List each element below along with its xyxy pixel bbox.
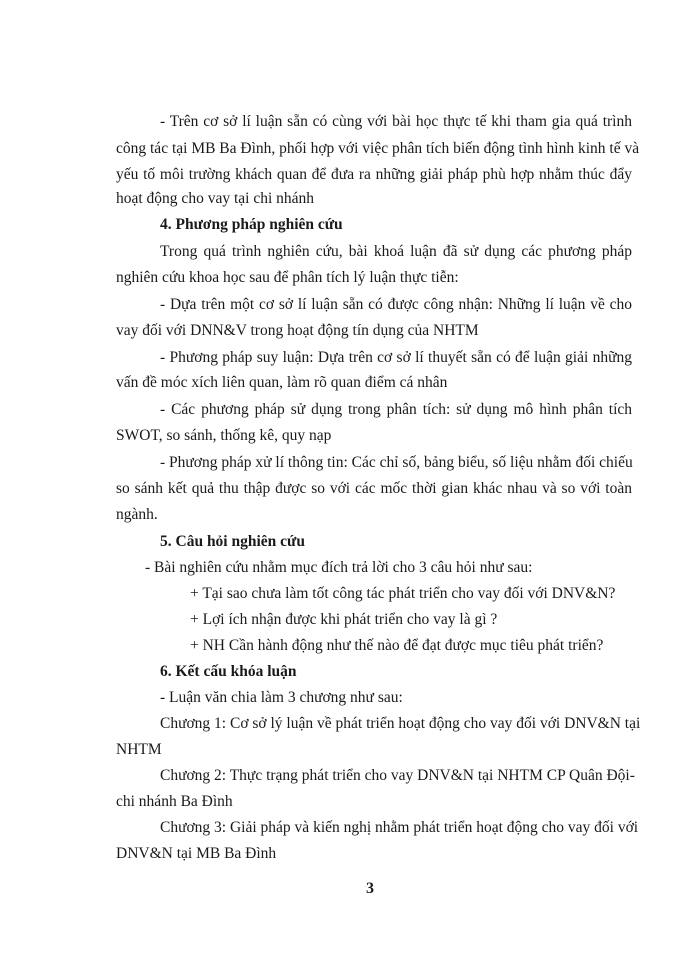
paragraph-line: Chương 1: Cơ sở lý luận về phát triển hoạt động cho vay đối với DNV&N tại — [160, 715, 641, 732]
paragraph-line: Chương 3: Giải pháp và kiến nghị nhằm phát triển hoạt động cho vay đối với — [160, 819, 639, 836]
page-number: 3 — [366, 880, 374, 897]
research-question: + Tại sao chưa làm tốt công tác phát triển cho vay đối với DNV&N? — [190, 585, 616, 602]
paragraph-line: Trong quá trình nghiên cứu, bài khoá luận đã sử dụng các phương pháp — [160, 243, 632, 260]
paragraph-line: nghiên cứu khoa học sau để phân tích lý luận thực tiễn: — [116, 269, 459, 286]
paragraph-line: ngành. — [116, 506, 158, 523]
paragraph-line: - Bài nghiên cứu nhằm mục đích trả lời cho 3 câu hỏi như sau: — [145, 559, 533, 576]
section-heading-4: 4. Phương pháp nghiên cứu — [160, 216, 343, 233]
paragraph-line: SWOT, so sánh, thống kê, quy nạp — [116, 427, 332, 444]
paragraph-line: so sánh kết quả thu thập được so với các mốc thời gian khác nhau và so với toàn — [116, 480, 632, 497]
paragraph-line: Chương 2: Thực trạng phát triển cho vay DNV&N tại NHTM CP Quân Đội- — [160, 767, 635, 784]
research-question: + Lợi ích nhận được khi phát triển cho vay là gì ? — [190, 611, 498, 628]
paragraph-line: - Phương pháp suy luận: Dựa trên cơ sở lí thuyết sẵn có để luận giải những — [160, 349, 632, 366]
paragraph-line: DNV&N tại MB Ba Đình — [116, 845, 277, 862]
research-question: + NH Cần hành động như thế nào để đạt được mục tiêu phát triển? — [190, 637, 604, 654]
paragraph-line: công tác tại MB Ba Đình, phối hợp với việc phân tích biến động tình hình kinh tế và — [116, 140, 640, 157]
paragraph-line: - Dựa trên một cơ sở lí luận sẵn có được công nhận: Những lí luận về cho — [160, 296, 632, 313]
paragraph-line: vấn đề móc xích liên quan, làm rõ quan điểm cá nhân — [116, 374, 448, 391]
paragraph-line: - Luận văn chia làm 3 chương như sau: — [160, 689, 403, 706]
paragraph-line: chi nhánh Ba Đình — [116, 793, 233, 810]
paragraph-line: - Trên cơ sở lí luận sẵn có cùng với bài học thực tế khi tham gia quá trình — [160, 113, 632, 130]
section-heading-6: 6. Kết cấu khóa luận — [160, 663, 297, 680]
paragraph-line: yếu tố môi trường khách quan để đưa ra những giải pháp phù hợp nhằm thúc đẩy — [116, 166, 632, 183]
paragraph-line: vay đối với DNN&V trong hoạt động tín dụng của NHTM — [116, 322, 479, 339]
paragraph-line: - Phương pháp xử lí thông tin: Các chỉ số, bảng biểu, số liệu nhằm đối chiếu — [160, 454, 633, 471]
paragraph-line: - Các phương pháp sử dụng trong phân tích: sử dụng mô hình phân tích — [160, 401, 632, 418]
section-heading-5: 5. Câu hỏi nghiên cứu — [160, 533, 305, 550]
paragraph-line: hoạt động cho vay tại chi nhánh — [116, 190, 315, 207]
paragraph-line: NHTM — [116, 741, 162, 758]
